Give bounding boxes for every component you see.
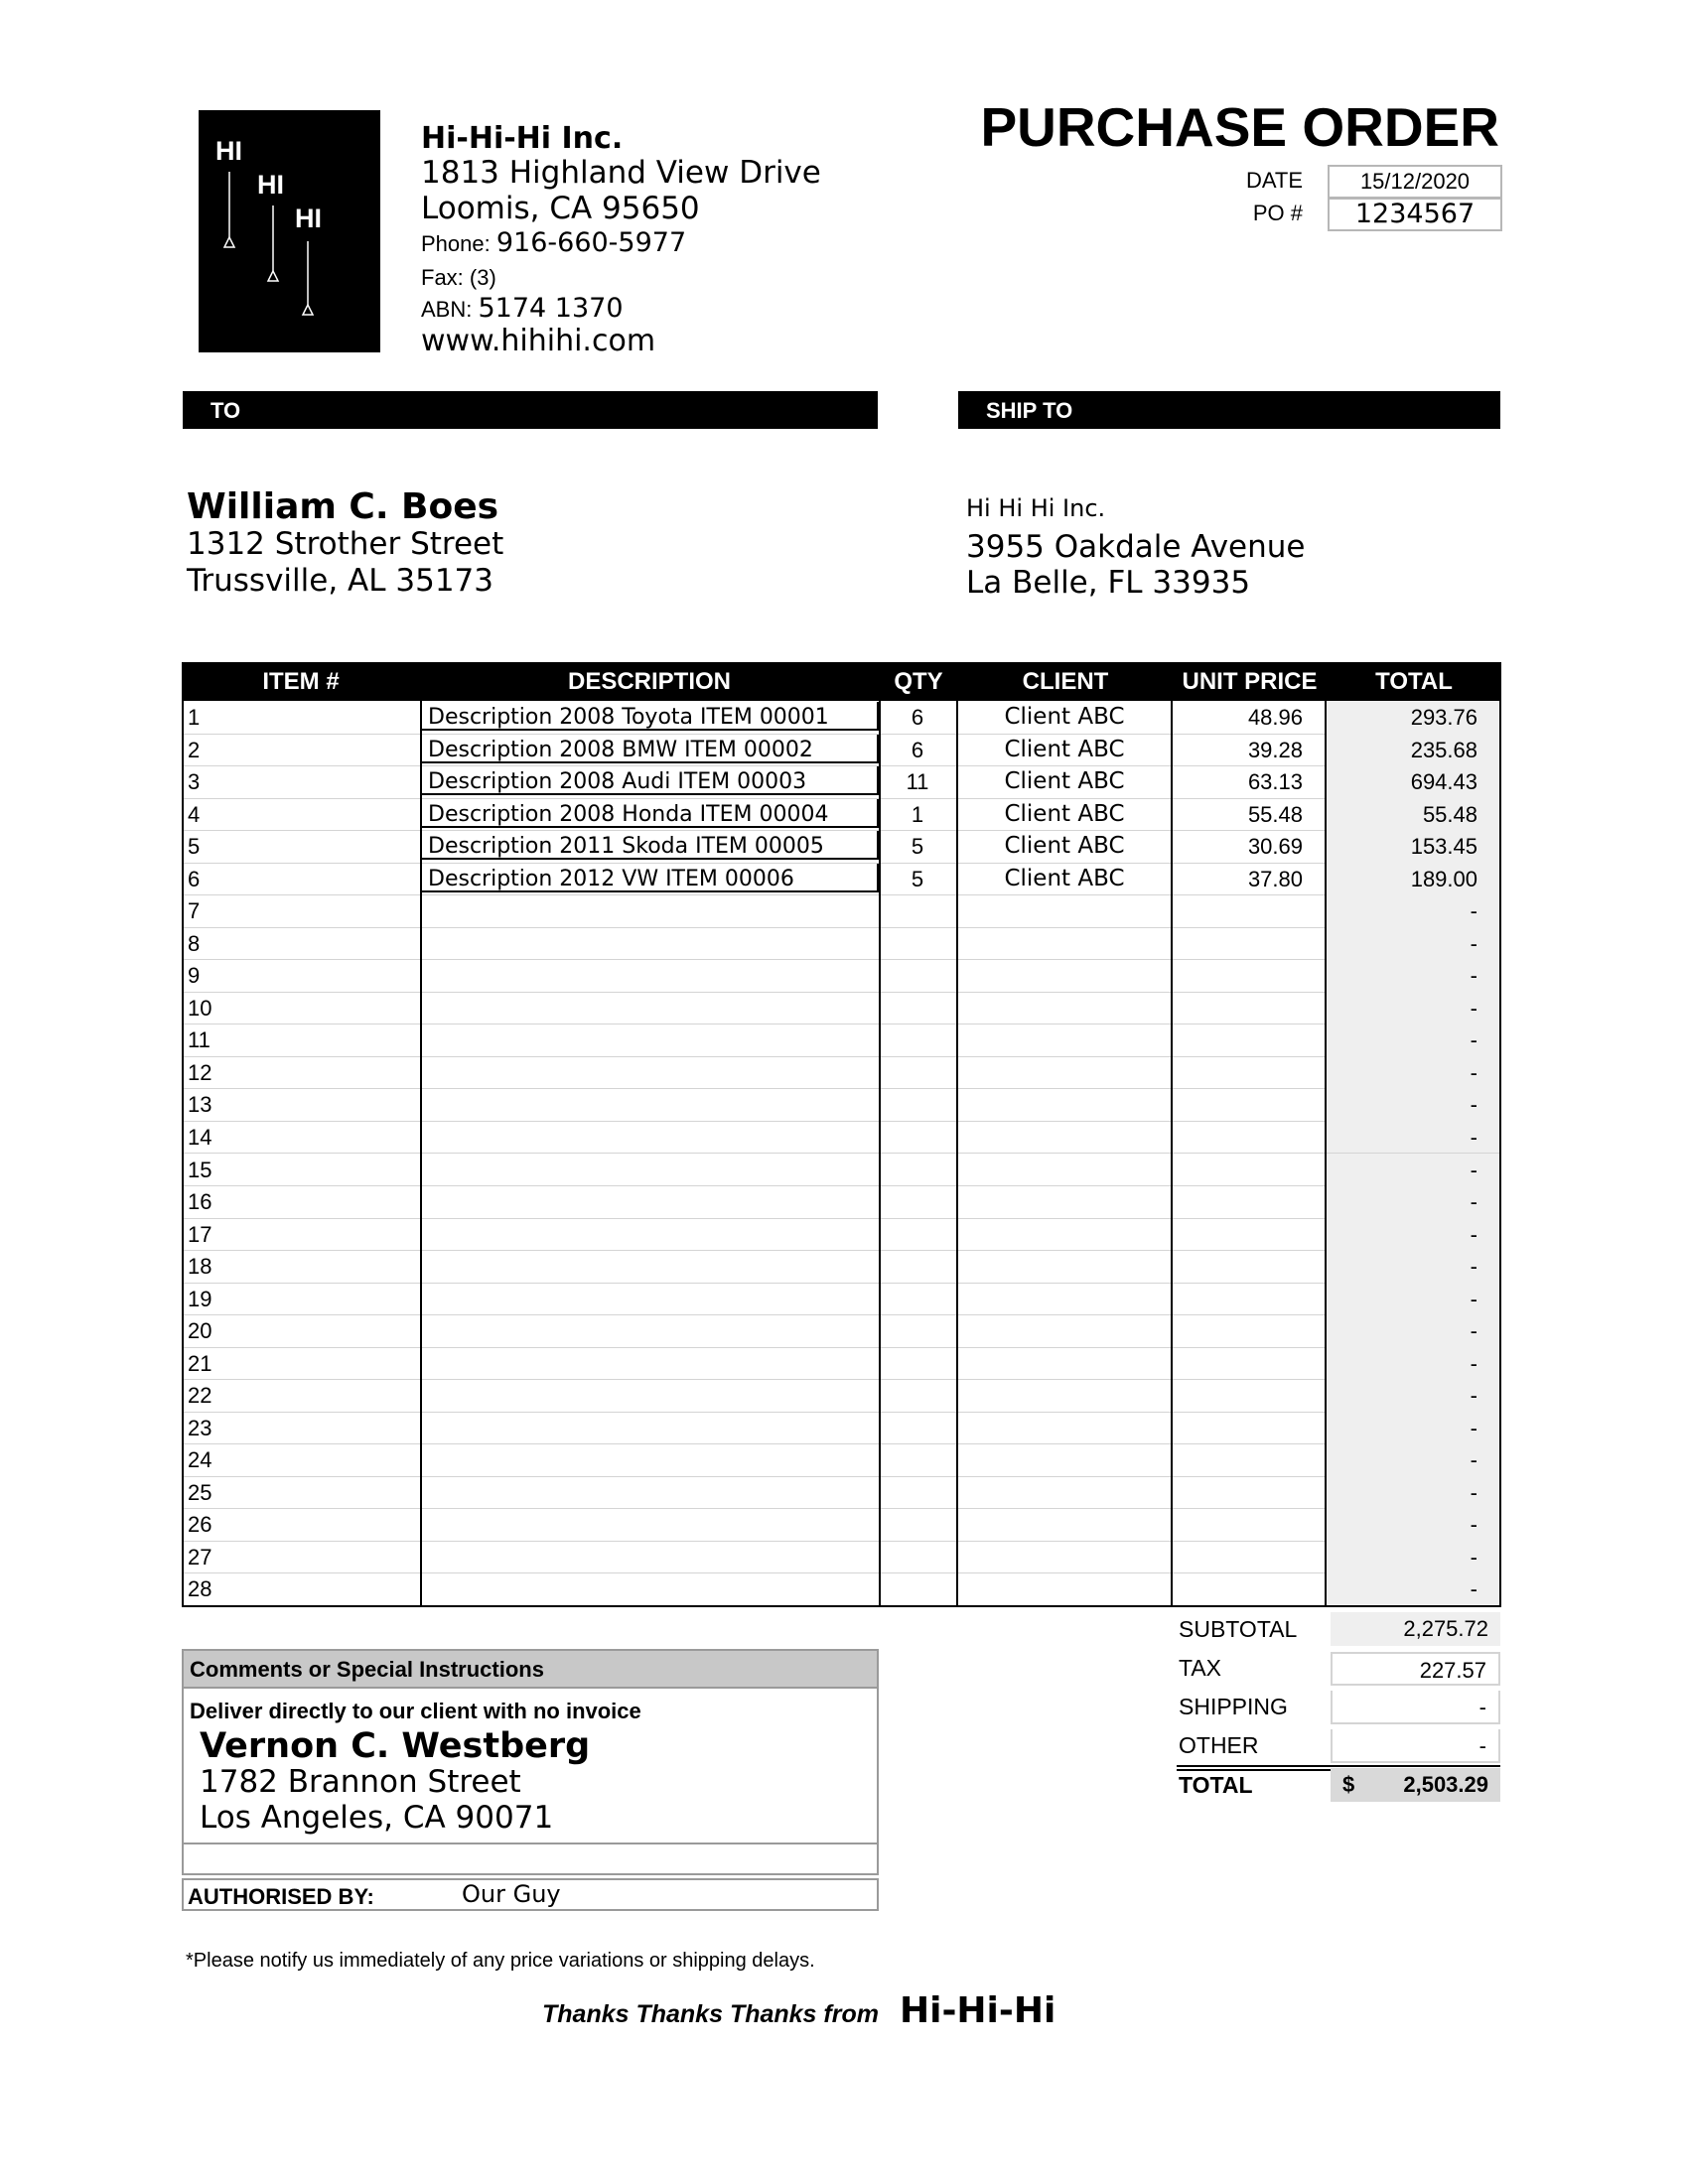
phone-label: Phone: (421, 231, 491, 256)
client-cell: Client ABC (1004, 800, 1125, 827)
line-total-cell: - (1327, 992, 1501, 1024)
qty-cell: 11 (906, 769, 929, 795)
unit-price-cell: 30.69 (1247, 834, 1303, 860)
abn-value: 5174 1370 (478, 293, 624, 324)
col-item-number: ITEM # (262, 668, 340, 695)
unit-price-cell: 37.80 (1247, 866, 1303, 891)
company-street: 1813 Highland View Drive (421, 155, 821, 191)
line-total-cell: 694.43 (1327, 765, 1501, 798)
item-number-cell: 15 (188, 1157, 212, 1182)
company-fax (421, 265, 496, 291)
date-field: 15/12/2020 (1328, 165, 1502, 199)
item-number-cell: 18 (188, 1254, 212, 1280)
comments-recipient-city: Los Angeles, CA 90071 (200, 1800, 554, 1836)
other-label: OTHER (1179, 1732, 1259, 1758)
fax-value: (3) (469, 265, 496, 290)
description-cell: Description 2011 Skoda ITEM 00005 (420, 831, 879, 860)
item-number-cell: 10 (188, 995, 212, 1021)
subtotal-value: 2,275.72 (1331, 1612, 1500, 1646)
col-unit-price: UNIT PRICE (1182, 668, 1318, 695)
qty-cell: 6 (911, 705, 924, 730)
ship-to-name: Hi Hi Hi Inc. (966, 494, 1106, 522)
line-total-cell: - (1327, 1121, 1501, 1154)
description-cell: Description 2012 VW ITEM 00006 (420, 864, 879, 892)
logo-text-1: HI (215, 136, 242, 166)
item-number-cell: 12 (188, 1059, 212, 1085)
item-number-cell: 4 (188, 801, 201, 827)
description-cell: Description 2008 Audi ITEM 00003 (420, 766, 879, 795)
authorised-by-value: Our Guy (462, 1880, 561, 1908)
logo-text-2: HI (257, 170, 284, 200)
qty-cell: 5 (911, 866, 924, 891)
line-total-cell: - (1327, 1379, 1501, 1412)
item-number-cell: 2 (188, 737, 201, 762)
line-total-cell: 55.48 (1327, 798, 1501, 831)
line-total-cell: - (1327, 894, 1501, 927)
company-website: www.hihihi.com (421, 324, 656, 358)
item-number-cell: 20 (188, 1318, 212, 1344)
items-table (182, 662, 1501, 1607)
line-total-cell: - (1327, 1250, 1501, 1283)
to-city: Trussville, AL 35173 (187, 563, 493, 599)
item-number-cell: 24 (188, 1447, 212, 1473)
item-number-cell: 3 (188, 769, 201, 795)
comments-instruction: Deliver directly to our client with no invoice (190, 1699, 641, 1723)
description-cell: Description 2008 BMW ITEM 00002 (420, 735, 879, 763)
to-name: William C. Boes (187, 486, 499, 527)
comments-header: Comments or Special Instructions (184, 1651, 877, 1689)
item-number-cell: 7 (188, 898, 201, 924)
line-total-cell: - (1327, 1572, 1501, 1605)
shipping-label: SHIPPING (1179, 1694, 1288, 1719)
item-number-cell: 8 (188, 930, 201, 956)
comments-border (182, 1844, 184, 1875)
item-number-cell: 21 (188, 1350, 212, 1376)
comments-box (182, 1649, 879, 1844)
comments-recipient-street: 1782 Brannon Street (200, 1764, 521, 1800)
line-total-cell: 189.00 (1327, 863, 1501, 895)
comments-border (182, 1873, 879, 1875)
thanks-brand: Hi-Hi-Hi (900, 1990, 1056, 2031)
footer-note: *Please notify us immediately of any price variations or shipping delays. (186, 1950, 815, 1972)
item-number-cell: 23 (188, 1415, 212, 1440)
client-cell: Client ABC (1004, 833, 1125, 860)
line-total-cell: - (1327, 1541, 1501, 1573)
tax-label: TAX (1179, 1655, 1222, 1681)
line-total-cell: - (1327, 1024, 1501, 1056)
item-number-cell: 19 (188, 1286, 212, 1311)
item-number-cell: 27 (188, 1544, 212, 1570)
line-total-cell: - (1327, 1218, 1501, 1251)
items-table-border (182, 662, 1501, 1607)
phone-value: 916-660-5977 (495, 227, 687, 258)
col-qty: QTY (894, 668, 943, 695)
item-number-cell: 16 (188, 1189, 212, 1215)
item-number-cell: 22 (188, 1383, 212, 1409)
date-label: DATE (1245, 168, 1303, 193)
authorised-by-label: AUTHORISED BY: (188, 1884, 374, 1909)
to-section-header (183, 391, 878, 429)
item-number-cell: 1 (188, 705, 201, 730)
unit-price-cell: 48.96 (1247, 705, 1303, 730)
abn-label: ABN: (421, 297, 473, 322)
ship-to-label: SHIP TO (986, 398, 1073, 423)
line-total-cell: - (1327, 1347, 1501, 1380)
line-total-cell: - (1327, 1476, 1501, 1509)
thanks-text: Thanks Thanks Thanks from (542, 2000, 879, 2028)
line-total-cell: - (1327, 1088, 1501, 1121)
line-total-cell: - (1327, 1056, 1501, 1089)
line-total-cell: - (1327, 1154, 1501, 1186)
item-number-cell: 28 (188, 1576, 212, 1602)
authorised-by-field (182, 1878, 879, 1911)
description-cell: Description 2008 Honda ITEM 00004 (420, 799, 879, 828)
unit-price-cell: 39.28 (1247, 737, 1303, 762)
company-phone (421, 227, 686, 258)
line-total-cell: - (1327, 1185, 1501, 1218)
company-city: Loomis, CA 95650 (421, 191, 700, 226)
qty-cell: 1 (911, 801, 924, 827)
col-total: TOTAL (1375, 668, 1453, 695)
client-cell: Client ABC (1004, 704, 1125, 730)
item-number-cell: 26 (188, 1512, 212, 1538)
item-number-cell: 11 (188, 1027, 211, 1053)
line-total-cell: - (1327, 1412, 1501, 1444)
grand-total: 2,503.29 (1403, 1772, 1488, 1797)
subtotal-label: SUBTOTAL (1179, 1616, 1298, 1642)
ship-to-street: 3955 Oakdale Avenue (966, 529, 1306, 565)
col-client: CLIENT (1022, 668, 1109, 695)
unit-price-cell: 55.48 (1247, 801, 1303, 827)
company-abn (421, 293, 624, 324)
total-label: TOTAL (1179, 1772, 1253, 1798)
comments-recipient-name: Vernon C. Westberg (200, 1726, 591, 1766)
line-total-cell: 153.45 (1327, 830, 1501, 863)
line-total-cell: - (1327, 927, 1501, 960)
tax-value: 227.57 (1331, 1652, 1500, 1686)
line-total-cell: - (1327, 1314, 1501, 1347)
qty-cell: 5 (911, 834, 924, 860)
line-total-cell: - (1327, 959, 1501, 992)
item-number-cell: 25 (188, 1479, 212, 1505)
qty-cell: 6 (911, 737, 924, 762)
line-total-cell: - (1327, 1443, 1501, 1476)
item-number-cell: 6 (188, 866, 201, 891)
item-number-cell: 17 (188, 1221, 212, 1247)
logo-text-3: HI (295, 204, 322, 233)
to-label: TO (211, 398, 241, 423)
total-value-box (1331, 1768, 1500, 1802)
description-cell: Description 2008 Toyota ITEM 00001 (420, 702, 879, 731)
client-cell: Client ABC (1004, 865, 1125, 891)
to-street: 1312 Strother Street (187, 526, 504, 562)
total-divider (1177, 1765, 1500, 1767)
line-total-cell: 293.76 (1327, 701, 1501, 734)
client-cell: Client ABC (1004, 736, 1125, 762)
page-title: PURCHASE ORDER (980, 96, 1499, 158)
ship-to-section-header (958, 391, 1500, 429)
company-logo (199, 110, 380, 352)
shipping-value: - (1331, 1691, 1500, 1724)
line-total-cell: - (1327, 1508, 1501, 1541)
col-description: DESCRIPTION (567, 668, 731, 695)
ship-to-city: La Belle, FL 33935 (966, 565, 1251, 601)
unit-price-cell: 63.13 (1247, 769, 1303, 795)
item-number-cell: 9 (188, 963, 201, 989)
po-number-label: PO # (1252, 201, 1303, 225)
item-number-cell: 13 (188, 1092, 212, 1118)
company-name: Hi-Hi-Hi Inc. (421, 121, 624, 156)
line-total-cell: 235.68 (1327, 734, 1501, 766)
po-number-field: 1234567 (1328, 198, 1502, 231)
fax-label: Fax: (421, 265, 464, 290)
comments-border (877, 1844, 879, 1875)
currency-symbol: $ (1342, 1772, 1355, 1797)
client-cell: Client ABC (1004, 768, 1125, 795)
line-total-cell: - (1327, 1283, 1501, 1315)
item-number-cell: 5 (188, 834, 201, 860)
other-value: - (1331, 1729, 1500, 1763)
item-number-cell: 14 (188, 1124, 212, 1150)
